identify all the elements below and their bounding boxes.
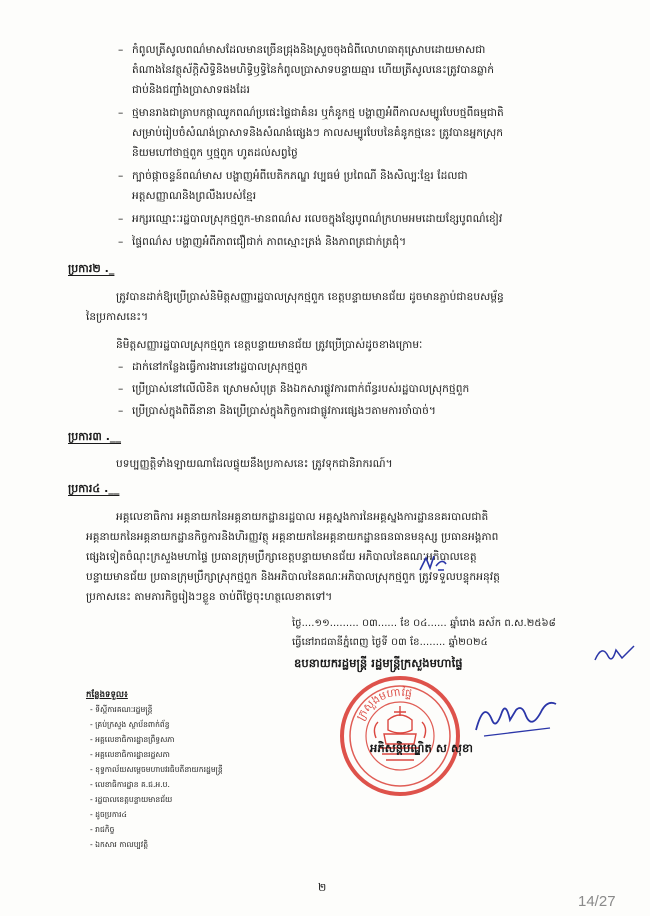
article-2-bullet-2: – ប្រើប្រាស់នៅលើលិខិត ស្រោមសំបុត្រ និងឯកសារផ្លូវការពាក់ព័ន្ធរបស់រដ្ឋបាលស្រុកថ្មពួក xyxy=(132,382,469,396)
symbol-bullet-trident-1: – កំពូលត្រីសូលពណ៌មាសដែលមានច្រើនជ្រុងនិងស្រួចចុងជំពីលោហធាតុស្រោបដោយមាសជា xyxy=(132,43,485,57)
article-2-bullet-3: – ប្រើប្រាស់ក្នុងពិធីនានា និងប្រើប្រាស់ក្នុងកិច្ចការជាផ្លូវការផ្សេងៗតាមការចាំបាច់។ xyxy=(132,404,436,418)
recipient-item: - រាជកិច្ច xyxy=(90,824,114,835)
seal-text: ក្រសួងមហាផ្ទៃ xyxy=(353,685,413,723)
page-number: ២ xyxy=(318,881,327,894)
article-4-line-1: អគ្គលេខាធិការ អគ្គនាយកនៃអគ្គនាយកដ្ឋានរដ្ឋបាល អគ្គស្នងការនៃអគ្គស្នងការដ្ឋាននគរបាលជាតិ xyxy=(116,511,489,523)
recipient-item: - ខុទ្ទកាល័យសម្តេចមហាបវរធិបតីនាយករដ្ឋមន្ត្រី xyxy=(90,764,223,775)
symbol-bullet-trident-3: ជាប់និងជញ្ជាំងប្រាសាទផងដែរ xyxy=(132,84,250,96)
recipient-item: - ឯកសារ កាលប្បវត្តិ xyxy=(90,839,148,850)
symbol-bullet-motif-2: អត្តសញ្ញាណនិងព្រលឹងរបស់ខ្មែរ xyxy=(132,190,257,202)
lunar-date: ថ្ងៃ....១១......... ០៣...... ខែ ០៤...... ឆ្នាំរោង ឆស័ក ព.ស.២៥៦៨ xyxy=(292,618,556,629)
handwritten-initial-mark xyxy=(418,552,448,574)
article-3-heading: ប្រការ៣ .__ xyxy=(68,430,122,443)
recipient-item: - ទីស្តីការគណៈរដ្ឋមន្ត្រី xyxy=(90,704,152,715)
recipient-item: - អគ្គលេខាធិការដ្ឋានព្រឹទ្ធសភា xyxy=(90,734,175,745)
article-2-para1-line1: ត្រូវបានដាក់ឱ្យប្រើប្រាស់និមិត្តសញ្ញារដ្ឋបាលស្រុកថ្មពួក ខេត្តបន្ទាយមានជ័យ ដូចមានភ្ជាប់ជាឧបសម្ព័ន្ធ xyxy=(116,291,504,303)
recipient-item: - លេខាធិការដ្ឋាន គ.ជ.អ.ប. xyxy=(90,779,170,790)
page-counter: 14/27 xyxy=(578,893,616,910)
article-2-heading: ប្រការ២ ._ xyxy=(68,262,115,275)
solar-date: ធ្វើនៅរាជធានីភ្នំពេញ ថ្ងៃទី ០៣ ខែ........ ឆ្នាំ២០២៤ xyxy=(292,637,488,648)
official-seal-stamp xyxy=(336,672,464,800)
article-2-bullet-1: – ដាក់នៅកន្លែងធ្វើការងារនៅរដ្ឋបាលស្រុកថ្មពួក xyxy=(132,360,308,374)
recipient-item: - រដ្ឋបាលខេត្តបន្ទាយមានជ័យ xyxy=(90,794,172,805)
main-signature xyxy=(470,690,560,742)
symbol-bullet-white: – ផ្ទៃពណ៌ស បង្ហាញអំពីភាពជឿជាក់ ភាពស្មោះត្រង់ និងភាពត្រជាក់ត្រជុំ។ xyxy=(132,235,406,249)
recipient-item: - គ្រប់ក្រសួង ស្ថាប័នពាក់ព័ន្ធ xyxy=(90,719,170,730)
recipient-item: - អគ្គលេខាធិការដ្ឋានរដ្ឋសភា xyxy=(90,749,170,760)
signature-initial-mark xyxy=(592,640,638,666)
article-4-line-4: បន្ទាយមានជ័យ ប្រធានក្រុមប្រឹក្សាស្រុកថ្មពួក និងអភិបាលនៃគណៈអភិបាលស្រុកថ្មពួក ត្រូវទទួលបន្ទុកអនុវត្ត xyxy=(86,571,500,583)
symbol-bullet-stone-3: និយមហៅថាថ្មពួក ឬថ្មពួក ហូតដល់សព្វថ្ងៃ xyxy=(132,147,298,159)
signatory-name: អភិសន្តិបណ្ឌិត ស សុខា xyxy=(370,741,473,755)
symbol-bullet-stone-1: – ថ្មមានរាងជាត្រាបកផ្កាឈូកពណ៌ប្រផេះផ្ទៃជាគំនរ ឬកំនូកថ្ម បង្ហាញអំពីកាលសម្បូរបែបថ្មពីធម្មជាតិ xyxy=(132,106,504,120)
recipient-item: - ដូចប្រការ៤ xyxy=(90,809,127,820)
symbol-bullet-stone-2: សម្រាប់រៀបចំសំណង់ប្រាសាទនិងសំណង់ផ្សេងៗ កាលសម្បូរបែបនៃគំនូកថ្មនេះ ត្រូវបានអ្នកស្រុក xyxy=(132,127,504,139)
symbol-bullet-motif-1: – ក្បាច់ផ្កាចន្ទន៍ពណ៌មាស បង្ហាញអំពីបេតិកភណ្ឌ វប្បធម៌ ប្រពៃណី និងសិល្បៈខ្មែរ ដែលជា xyxy=(132,169,468,183)
symbol-bullet-trident-2: តំណាងនៃវត្ថុស័ក្តិសិទ្ធិនិងមហិទ្ធិឫទ្ធិនៃកំពូលប្រាសាទបន្ទាយឆ្មារ ហើយត្រីសូលនេះត្រូវបានឆ្លាក់ xyxy=(132,64,495,76)
recipients-title: កន្លែងទទួល៖ xyxy=(86,690,128,700)
article-3-text: បទប្បញ្ញត្តិទាំងឡាយណាដែលផ្ទុយនឹងប្រកាសនេះ ត្រូវទុកជានិរាករណ៍។ xyxy=(116,458,393,470)
article-2-para1-line2: នៃប្រកាសនេះ។ xyxy=(86,311,149,323)
symbol-bullet-text: – អក្សរឈ្មោះៈរដ្ឋបាលស្រុកថ្មពួក-មានពណ៌ស រលេចក្នុងខ្សែបូពណ៌ក្រហមអមដោយខ្សែបូពណ៌ខៀវ xyxy=(132,212,502,226)
article-4-line-2: អគ្គនាយកនៃអគ្គនាយកដ្ឋានកិច្ចការនិងហិរញ្ញវត្ថុ អគ្គនាយកនៃអគ្គនាយកដ្ឋានធនធានមនុស្ស ប្រធានអង្គភាព xyxy=(86,531,499,543)
signatory-title: ឧបនាយករដ្ឋមន្ត្រី រដ្ឋមន្ត្រីក្រសួងមហាផ្ទៃ xyxy=(294,656,463,670)
article-4-line-3: ផ្សេងទៀតចំណុះក្រសួងមហាផ្ទៃ ប្រធានក្រុមប្រឹក្សាខេត្តបន្ទាយមានជ័យ អភិបាលនៃគណៈអភិបាលខេត្ត xyxy=(86,551,477,563)
article-2-para2: និមិត្តសញ្ញារដ្ឋបាលស្រុកថ្មពួក ខេត្តបន្ទាយមានជ័យ ត្រូវប្រើប្រាស់ដូចខាងក្រោមៈ xyxy=(116,339,423,351)
article-4-line-5: ប្រកាសនេះ តាមភារកិច្ចរៀងៗខ្លួន ចាប់ពីថ្ងៃចុះហត្ថលេខាតទៅ។ xyxy=(86,591,333,603)
article-4-heading: ប្រការ៤ .__ xyxy=(68,482,120,495)
